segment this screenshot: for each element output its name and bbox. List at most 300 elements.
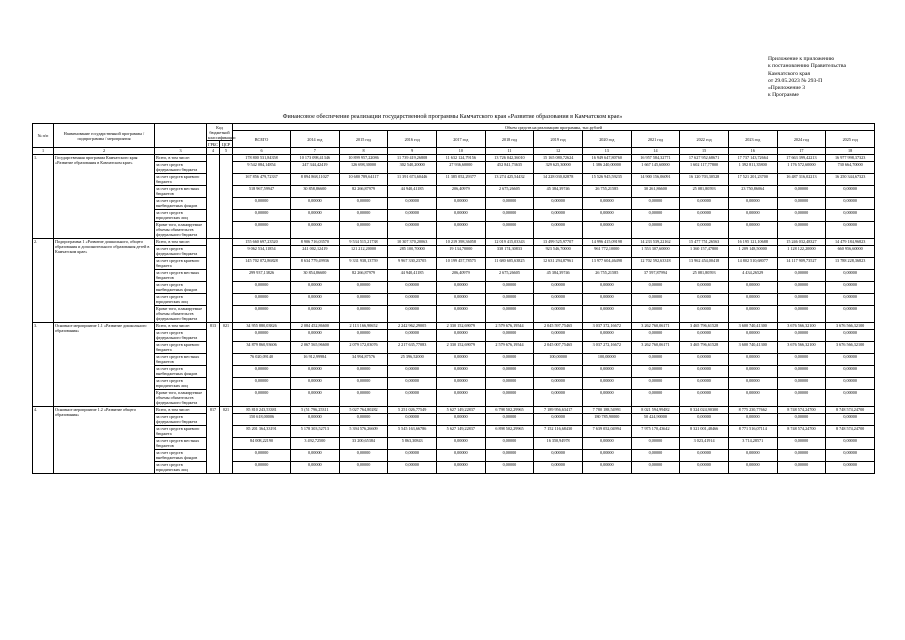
year-value: 285 100,70000 — [388, 245, 437, 257]
year-value: 0,00000 — [485, 293, 534, 305]
year-value: 13 962 454,00418 — [680, 257, 729, 269]
total-value: 0,00000 — [233, 329, 291, 341]
grbs-code: 817 — [207, 406, 220, 473]
table-row — [33, 197, 875, 209]
year-value: 0,00000 — [826, 209, 875, 221]
year-value: 0,00000 — [534, 449, 583, 461]
year-value: 0,00000 — [582, 389, 631, 406]
header-total: ВСЕГО — [233, 131, 291, 148]
year-value: 0,00000 — [339, 377, 388, 389]
year-value: 0,00000 — [777, 221, 826, 238]
year-value: 0,00000 — [388, 209, 437, 221]
total-value: 178 800 531,84358 — [233, 154, 291, 161]
column-number: 18 — [826, 148, 875, 155]
total-value: 84 008,22190 — [233, 437, 291, 449]
year-value: 0,00000 — [631, 437, 680, 449]
year-value: 0,00000 — [291, 329, 340, 341]
header-year: 2015 год — [339, 131, 388, 148]
total-value: 0,00000 — [233, 365, 291, 377]
year-value: 17 737 143,72664 — [728, 154, 777, 161]
year-value: 3 676 566,32100 — [777, 322, 826, 329]
total-value: 0,00000 — [233, 209, 291, 221]
year-value: 0,00000 — [534, 281, 583, 293]
header-year: 2022 год — [680, 131, 729, 148]
funding-source-label: Всего, в том числе: — [155, 406, 207, 413]
year-value: 10 680 789,64117 — [339, 173, 388, 185]
approval-note-line: «Приложение 3 — [768, 85, 806, 92]
column-number: 1 — [33, 148, 54, 155]
year-value: 11 385 052,29377 — [436, 173, 485, 185]
year-value: 0,00000 — [534, 197, 583, 209]
year-value: 0,00000 — [291, 197, 340, 209]
total-value: 85 201 364,33191 — [233, 425, 291, 437]
header-year: 2023 год — [728, 131, 777, 148]
year-value: 338 174,30833 — [485, 245, 534, 257]
year-value: 0,00000 — [534, 209, 583, 221]
year-value: 0,00000 — [291, 377, 340, 389]
total-value: 0,00000 — [233, 461, 291, 473]
year-value: 8 771 516,07114 — [728, 425, 777, 437]
column-number: 4 — [207, 148, 220, 155]
year-value: 44 940,41185 — [388, 185, 437, 197]
header-volume: Объем средств на реализацию программы, тыс.рублей — [233, 124, 875, 131]
year-value: 0,00000 — [291, 461, 340, 473]
approval-note-line: к Программе — [768, 92, 799, 99]
year-value: 8 748 574,24700 — [777, 425, 826, 437]
year-value: 0,00000 — [777, 413, 826, 425]
year-value: 0,00000 — [777, 389, 826, 406]
column-number: 3 — [155, 148, 207, 155]
year-value: 12 019 415,03343 — [485, 238, 534, 245]
year-value: 9 331 938,13759 — [339, 257, 388, 269]
year-value: 45 384,39746 — [534, 269, 583, 281]
year-value: 6 798 502,29965 — [485, 406, 534, 413]
table-row — [33, 173, 875, 185]
year-value: 1 128 122,20000 — [777, 245, 826, 257]
year-value: 0,00000 — [485, 221, 534, 238]
header-year: 2021 год — [631, 131, 680, 148]
year-value: 30 854,86600 — [291, 269, 340, 281]
approval-note — [768, 56, 846, 100]
year-value: 0,00000 — [534, 377, 583, 389]
year-value: 2 113 166,90652 — [339, 322, 388, 329]
year-value: 15 526 945,59235 — [582, 173, 631, 185]
funding-source-label: Кроме того, планируемые объемы обязательств федерального бюджета — [155, 221, 207, 238]
year-value: 0,00000 — [826, 329, 875, 341]
year-value: 730 664,70000 — [826, 161, 875, 173]
year-value: 0,00000 — [485, 197, 534, 209]
year-value: 0,00000 — [388, 449, 437, 461]
column-number: 2 — [54, 148, 155, 155]
year-value: 9 967 330,23705 — [388, 257, 437, 269]
total-value: 0,00000 — [233, 377, 291, 389]
year-value: 0,00000 — [485, 437, 534, 449]
header-year: 2014 год — [291, 131, 340, 148]
year-value: 0,00000 — [436, 413, 485, 425]
year-value: 0,00000 — [728, 353, 777, 365]
column-number: 15 — [680, 148, 729, 155]
document-title: Финансовое обеспечение реализации государственной программы Камчатского края «Развитие образования в Камчатском крае» — [282, 113, 623, 120]
year-value: 2 330 152,69079 — [436, 322, 485, 329]
year-value: 0,00000 — [680, 449, 729, 461]
year-value: 0,00000 — [680, 461, 729, 473]
year-value: 0,00000 — [826, 197, 875, 209]
table-row — [33, 425, 875, 437]
row-number: 4. — [33, 406, 54, 473]
year-value: 0,00000 — [631, 293, 680, 305]
row-name: Основное мероприятие 1.1 «Развитие дошкольного образования» — [54, 322, 155, 406]
year-value: 206,40979 — [436, 269, 485, 281]
header-name: Наименование государственной программы / подпрограммы / мероприятия — [54, 124, 155, 148]
year-value: 0,00000 — [631, 389, 680, 406]
year-value: 961 772,10000 — [582, 245, 631, 257]
year-value: 0,00000 — [534, 461, 583, 473]
year-value: 8 021 594,99482 — [631, 406, 680, 413]
total-value: 34 879 860,93606 — [233, 341, 291, 353]
funding-source-label: за счет средств федерального бюджета — [155, 329, 207, 341]
table-row — [33, 329, 875, 341]
year-value: 7 189 956,63417 — [534, 406, 583, 413]
year-value: 44 940,41185 — [388, 269, 437, 281]
year-value: 11 739 419,26808 — [388, 154, 437, 161]
year-value: 0,00000 — [436, 209, 485, 221]
year-value: 0,00000 — [680, 389, 729, 406]
year-value: 0,00000 — [777, 269, 826, 281]
year-value: 0,00000 — [436, 221, 485, 238]
funding-source-label: Кроме того, планируемые объемы обязательств федерального бюджета — [155, 305, 207, 322]
year-value: 0,00000 — [291, 389, 340, 406]
total-value: 76 020,09140 — [233, 353, 291, 365]
year-value: 0,00000 — [777, 329, 826, 341]
year-value: 0,00000 — [826, 461, 875, 473]
year-value: 0,00000 — [339, 281, 388, 293]
table-row — [33, 238, 875, 245]
year-value: 0,00000 — [534, 413, 583, 425]
year-value: 33 200,65384 — [339, 437, 388, 449]
year-value: 17 663 399,42213 — [777, 154, 826, 161]
total-value: 0,00000 — [233, 449, 291, 461]
year-value: 0,00000 — [631, 221, 680, 238]
table-row — [33, 389, 875, 406]
total-value: 0,00000 — [233, 221, 291, 238]
year-value: 0,00000 — [680, 329, 729, 341]
approval-note-line: Приложение к приложению — [768, 56, 835, 62]
year-value: 7 639 052,04994 — [582, 425, 631, 437]
year-value: 0,00000 — [339, 329, 388, 341]
year-value: 8 748 574,24700 — [777, 406, 826, 413]
year-value: 0,00000 — [485, 353, 534, 365]
year-value: 0,00000 — [388, 281, 437, 293]
table-row — [33, 461, 875, 473]
total-value: 167 856 479,72337 — [233, 173, 291, 185]
table-row — [33, 185, 875, 197]
year-value: 0,00000 — [728, 305, 777, 322]
column-number: 8 — [339, 148, 388, 155]
year-value: 0,00000 — [680, 413, 729, 425]
year-value: 0,00000 — [631, 329, 680, 341]
year-value: 1 553 307,60000 — [631, 245, 680, 257]
total-value: 85 810 243,53381 — [233, 406, 291, 413]
year-value: 3 037 272,16672 — [582, 341, 631, 353]
year-value: 14 233 539,22162 — [631, 238, 680, 245]
year-value: 0,00000 — [291, 209, 340, 221]
table-row — [33, 154, 875, 161]
year-value: 14 802 510,68077 — [728, 257, 777, 269]
year-value: 13 788 228,36823 — [826, 257, 875, 269]
total-value: 150 618,00006 — [233, 413, 291, 425]
table-row — [33, 406, 875, 413]
year-value: 27 936,60000 — [436, 161, 485, 173]
approval-note-line: Камчатского края — [768, 70, 810, 77]
funding-source-label: за счет средств юридических лиц — [155, 209, 207, 221]
year-value: 0,00000 — [534, 221, 583, 238]
year-value: 3 676 566,32100 — [777, 341, 826, 353]
year-value: 13 499 525,97707 — [534, 238, 583, 245]
year-value: 0,00000 — [582, 365, 631, 377]
year-value: 0,00000 — [777, 449, 826, 461]
total-value: 0,00000 — [233, 281, 291, 293]
total-value: 0,00000 — [233, 293, 291, 305]
year-value: 25 081,80593 — [680, 185, 729, 197]
year-value: 0,00000 — [534, 305, 583, 322]
year-value: 0,00000 — [339, 389, 388, 406]
year-value: 0,00000 — [436, 437, 485, 449]
year-value: 8 775 230,77662 — [728, 406, 777, 413]
year-value: 25 396,52000 — [388, 353, 437, 365]
csr-code: 021 — [220, 406, 233, 473]
year-value: 452 841,73635 — [485, 161, 534, 173]
year-value: 121 212,20000 — [339, 245, 388, 257]
column-number: 17 — [777, 148, 826, 155]
header-grbs: ГРБС — [208, 141, 218, 147]
year-value: 0,00000 — [631, 305, 680, 322]
year-value: 5 251 026,77549 — [388, 406, 437, 413]
year-value: 3 600 740,41300 — [728, 322, 777, 329]
year-value: 16 195 121,10688 — [728, 238, 777, 245]
year-value: 0,00000 — [339, 449, 388, 461]
year-value: 0,00000 — [680, 365, 729, 377]
year-value: 0,00000 — [339, 305, 388, 322]
year-value: 15 477 751,26563 — [680, 238, 729, 245]
funding-source-label: за счет средств федерального бюджета — [155, 413, 207, 425]
year-value: 0,00000 — [388, 461, 437, 473]
year-value: 5 863,30843 — [388, 437, 437, 449]
year-value: 0,00000 — [680, 197, 729, 209]
year-value: 0,00000 — [436, 197, 485, 209]
year-value: 1 667 145,60000 — [631, 161, 680, 173]
table-row — [33, 209, 875, 221]
year-value: 2 045 597,75465 — [534, 322, 583, 329]
year-value: 10 307 370,20063 — [388, 238, 437, 245]
year-value: 0,00000 — [728, 365, 777, 377]
column-number: 7 — [291, 148, 340, 155]
total-value: 9 542 084,14854 — [233, 161, 291, 173]
year-value: 25 081,80593 — [680, 269, 729, 281]
year-value: 0,00000 — [777, 197, 826, 209]
table-row — [33, 437, 875, 449]
year-value: 0,00000 — [534, 329, 583, 341]
year-value: 0,00000 — [680, 377, 729, 389]
year-value: 0,00000 — [436, 281, 485, 293]
total-value: 0,00000 — [233, 197, 291, 209]
row-number: 3. — [33, 322, 54, 406]
year-value: 14 900 156,06091 — [631, 173, 680, 185]
funding-source-label: Всего, в том числе: — [155, 238, 207, 245]
year-value: 0,00000 — [631, 197, 680, 209]
year-value: 5 178 303,52713 — [291, 425, 340, 437]
year-value: 0,00000 — [339, 293, 388, 305]
year-value: 34 994,87576 — [339, 353, 388, 365]
year-value: 0,00000 — [777, 305, 826, 322]
table-header — [33, 124, 875, 155]
year-value: 0,00000 — [582, 293, 631, 305]
header-year: 2024 год — [777, 131, 826, 148]
grbs-code: 813 — [207, 322, 220, 406]
table-row — [33, 257, 875, 269]
year-value: 0,00000 — [436, 353, 485, 365]
year-value: 923 546,70000 — [534, 245, 583, 257]
year-value: 0,00000 — [339, 461, 388, 473]
grbs-code — [207, 154, 220, 238]
year-value: 14 228 030,02878 — [534, 173, 583, 185]
table-row — [33, 341, 875, 353]
year-value: 3 600 740,41300 — [728, 341, 777, 353]
year-value: 0,00000 — [436, 377, 485, 389]
year-value: 3 023,41914 — [680, 437, 729, 449]
year-value: 1 209 148,50000 — [728, 245, 777, 257]
year-value: 0,00000 — [339, 365, 388, 377]
year-value: 16 949 647,80760 — [582, 154, 631, 161]
row-number: 1. — [33, 154, 54, 238]
year-value: 0,00000 — [582, 281, 631, 293]
year-value: 0,00000 — [826, 449, 875, 461]
year-value: 660 956,60000 — [826, 245, 875, 257]
year-value: 0,00000 — [485, 305, 534, 322]
funding-source-label: за счет средств внебюджетных фондов — [155, 449, 207, 461]
year-value: 0,00000 — [826, 413, 875, 425]
row-name: Государственная программа Камчатского края «Развитие образования в Камчатском крае» — [54, 154, 155, 238]
year-value: 0,00000 — [680, 305, 729, 322]
year-value: 0,00000 — [291, 365, 340, 377]
year-value: 8 321 001,48466 — [680, 425, 729, 437]
year-value: 15 165 080,72624 — [534, 154, 583, 161]
year-value: 2 579 676,19544 — [485, 322, 534, 329]
year-value: 0,00000 — [582, 197, 631, 209]
funding-source-label: Кроме того, планируемые объемы обязательств федерального бюджета — [155, 389, 207, 406]
year-value: 17 627 952,68671 — [680, 154, 729, 161]
year-value: 0,00000 — [680, 353, 729, 365]
year-value: 0,00000 — [436, 389, 485, 406]
funding-source-label: за счет средств местных бюджетов — [155, 353, 207, 365]
year-value: 2 242 962,29005 — [388, 322, 437, 329]
year-value: 0,00000 — [826, 281, 875, 293]
column-number: 16 — [728, 148, 777, 155]
table-row — [33, 293, 875, 305]
year-value: 26 755,21585 — [582, 269, 631, 281]
header-year: 2017 год — [436, 131, 485, 148]
year-value: 1 360 157,47800 — [680, 245, 729, 257]
year-value: 0,00000 — [777, 281, 826, 293]
year-value: 0,00000 — [534, 389, 583, 406]
year-value: 12 631 294,87961 — [534, 257, 583, 269]
year-value: 0,00000 — [485, 209, 534, 221]
year-value: 0,00000 — [826, 221, 875, 238]
table-row — [33, 281, 875, 293]
year-value: 0,00000 — [680, 209, 729, 221]
table-row — [33, 413, 875, 425]
csr-code — [220, 238, 233, 322]
year-value: 0,00000 — [534, 365, 583, 377]
year-value: 0,00000 — [582, 449, 631, 461]
table-row — [33, 269, 875, 281]
year-value: 2 579 676,19544 — [485, 341, 534, 353]
year-value: 0,00000 — [826, 437, 875, 449]
header-year: 2025 год — [826, 131, 875, 148]
year-value: 0,00000 — [436, 449, 485, 461]
year-value: 1 386 240,00000 — [582, 161, 631, 173]
table-row — [33, 245, 875, 257]
year-value: 0,00000 — [485, 413, 534, 425]
year-value: 0,00000 — [728, 221, 777, 238]
csr-code: 021 — [220, 322, 233, 406]
year-value: 0,00000 — [436, 305, 485, 322]
year-value: 0,00000 — [339, 197, 388, 209]
year-value: 0,00000 — [728, 449, 777, 461]
year-value: 11 680 605,63825 — [485, 257, 534, 269]
table-row — [33, 353, 875, 365]
total-value: 34 955 880,03826 — [233, 322, 291, 329]
year-value: 1 176 572,60000 — [777, 161, 826, 173]
year-value: 0,00000 — [388, 293, 437, 305]
year-value: 3 465 796,61528 — [680, 322, 729, 329]
year-value: 0,00000 — [826, 365, 875, 377]
header-year: 2018 год — [485, 131, 534, 148]
year-value: 247 344,42419 — [291, 161, 340, 173]
year-value: 45 384,39746 — [534, 185, 583, 197]
header-year: 2016 год — [388, 131, 437, 148]
funding-source-label: за счет средств краевого бюджета — [155, 425, 207, 437]
year-value: 0,00000 — [826, 389, 875, 406]
year-value: 2 084 452,86600 — [291, 322, 340, 329]
year-value: 2 330 152,69079 — [436, 341, 485, 353]
year-value: 100,00000 — [582, 353, 631, 365]
year-value: 0,00000 — [339, 221, 388, 238]
table-row — [33, 305, 875, 322]
year-value: 0,00000 — [728, 329, 777, 341]
funding-source-label: за счет средств юридических лиц — [155, 293, 207, 305]
year-value: 4 434,26529 — [728, 269, 777, 281]
year-value: 0,00000 — [436, 461, 485, 473]
year-value: 5 545 163,66786 — [388, 425, 437, 437]
year-value: 0,00000 — [485, 281, 534, 293]
year-value: 0,00000 — [631, 461, 680, 473]
funding-source-label: за счет средств краевого бюджета — [155, 257, 207, 269]
year-value: 0,00000 — [582, 209, 631, 221]
year-value: 0,00000 — [582, 461, 631, 473]
year-value: 0,00000 — [582, 437, 631, 449]
total-value: 9 062 534,11854 — [233, 245, 291, 257]
year-value: 0,00000 — [680, 221, 729, 238]
year-value: 0,00000 — [777, 377, 826, 389]
year-value: 0,00000 — [436, 365, 485, 377]
approval-note-line: к постановлению Правительства — [768, 63, 846, 70]
funding-source-label: за счет средств федерального бюджета — [155, 161, 207, 173]
year-value: 5 (51 796,25311 — [291, 406, 340, 413]
year-value: 16 250 344,67323 — [826, 173, 875, 185]
year-value: 0,00000 — [534, 293, 583, 305]
funding-source-label: Всего, в том числе: — [155, 154, 207, 161]
header-code: Код бюджетной классификации — [208, 124, 236, 140]
